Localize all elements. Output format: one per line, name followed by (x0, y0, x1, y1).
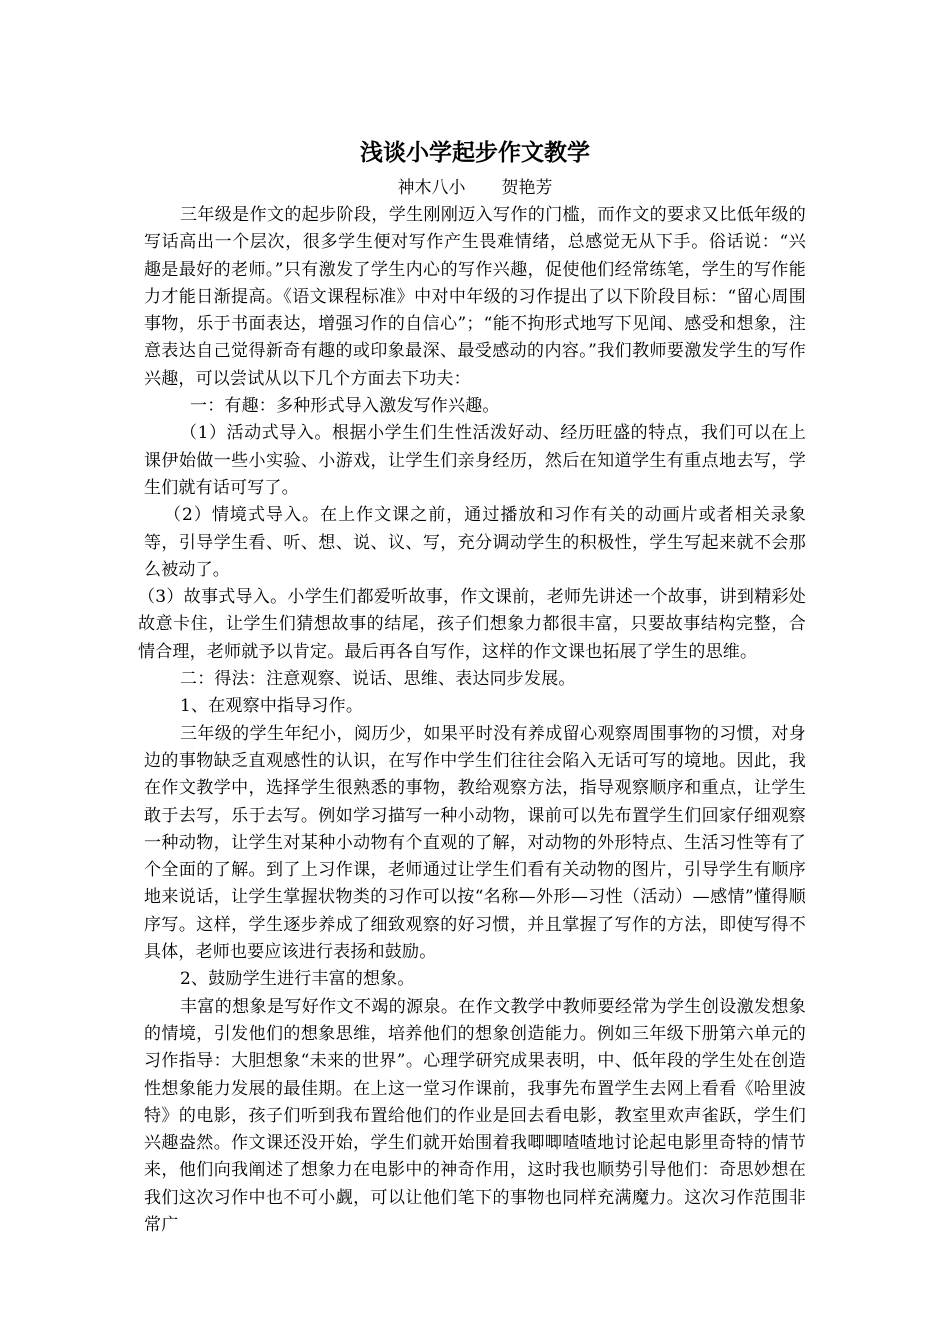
paragraph-imagination: 丰富的想象是写好作文不竭的源泉。在作文教学中教师要经常为学生创设激发想象的情境，引发他们的想象思维，培养他们的想象创造能力。例如三年级下册第六单元的习作指导：大胆想象“未来的世界”。心理学研究成果表明，中、低年段的学生处在创造性想象能力发展的最佳期。在上这一堂习作课前，我事先布置学生去网上看看《哈里波特》的电影，孩子们听到我布置给他们的作业是回去看电影，教室里欢声雀跃，学生们兴趣盎然。作文课还没开始，学生们就开始围着我唧唧喳喳地讨论起电影里奇特的情节来，他们向我阐述了想象力在电影中的神奇作用，这时我也顺势引导他们：奇思妙想在我们这次习作中也不可小觑，可以让他们笔下的事物也同样充满魔力。这次习作范围非常广 (144, 996, 806, 1235)
subheading-observation: 1、在观察中指导习作。 (180, 696, 364, 717)
paragraph-scenario-intro: （2）情境式导入。在上作文课之前，通过播放和习作有关的动画片或者相关录象等，引导学生看、听、想、说、议、写，充分调动学生的积极性，学生写起来就不会那么被动了。 (144, 505, 806, 580)
section-heading-method: 二：得法：注意观察、说话、思维、表达同步发展。 (180, 669, 576, 690)
paragraph-intro: 三年级是作文的起步阶段，学生刚刚迈入写作的门槛，而作文的要求又比低年级的写话高出一个层次，很多学生便对写作产生畏难情绪，总感觉无从下手。俗话说：“兴趣是最好的老师。”只有激发了学生内心的写作兴趣，促使他们经常练笔，学生的写作能力才能日渐提高。《语文课程标准》中对中年级的习作提出了以下阶段目标：“留心周围事物，乐于书面表达，增强习作的自信心”；“能不拘形式地写下见闻、感受和想象，注意表达自己觉得新奇有趣的或印象最深、最受感动的内容。”我们教师要激发学生的写作兴趣，可以尝试从以下几个方面去下功夫： (144, 205, 806, 389)
paragraph-story-intro: （3）故事式导入。小学生们都爱听故事，作文课前，老师先讲述一个故事，讲到精彩处故意卡住，让学生们猜想故事的结尾，孩子们想象力都很丰富，只要故事结构完整，合情合理，老师就予以肯定。最后再各自写作，这样的作文课也拓展了学生的思维。 (138, 587, 806, 662)
paragraph-activity-intro: （1）活动式导入。根据小学生们生性活泼好动、经历旺盛的特点，我们可以在上课伊始做一些小实验、小游戏，让学生们亲身经历，然后在知道学生有重点地去写，学生们就有话可写了。 (144, 423, 806, 498)
section-heading-interest: 一：有趣：多种形式导入激发写作兴趣。 (190, 396, 500, 417)
author-line (0, 176, 950, 200)
author-name: 贺艳芳 (501, 178, 553, 198)
school-name: 神木八小 (397, 178, 466, 198)
document-title: 浅谈小学起步作文教学 (360, 139, 590, 166)
document-body (138, 202, 806, 1239)
paragraph-observation: 三年级的学生年纪小，阅历少，如果平时没有养成留心观察周围事物的习惯，对身边的事物缺乏直观感性的认识，在写作中学生们往往会陷入无话可写的境地。因此，我在作文教学中，选择学生很熟悉的事物，教给观察方法，指导观察顺序和重点，让学生敢于去写，乐于去写。例如学习描写一种小动物，课前可以先布置学生们回家仔细观察一种动物，让学生对某种小动物有个直观的了解，对动物的外形特点、生活习性等有了个全面的了解。到了上习作课，老师通过让学生们看有关动物的图片，引导学生有顺序地来说话，让学生掌握状物类的习作可以按“名称—外形—习性（活动）—感情”懂得顺序写。这样，学生逐步养成了细致观察的好习惯，并且掌握了写作的方法，即使写得不具体，老师也要应该进行表扬和鼓励。 (144, 723, 806, 963)
subheading-imagination: 2、鼓励学生进行丰富的想象。 (180, 969, 415, 990)
